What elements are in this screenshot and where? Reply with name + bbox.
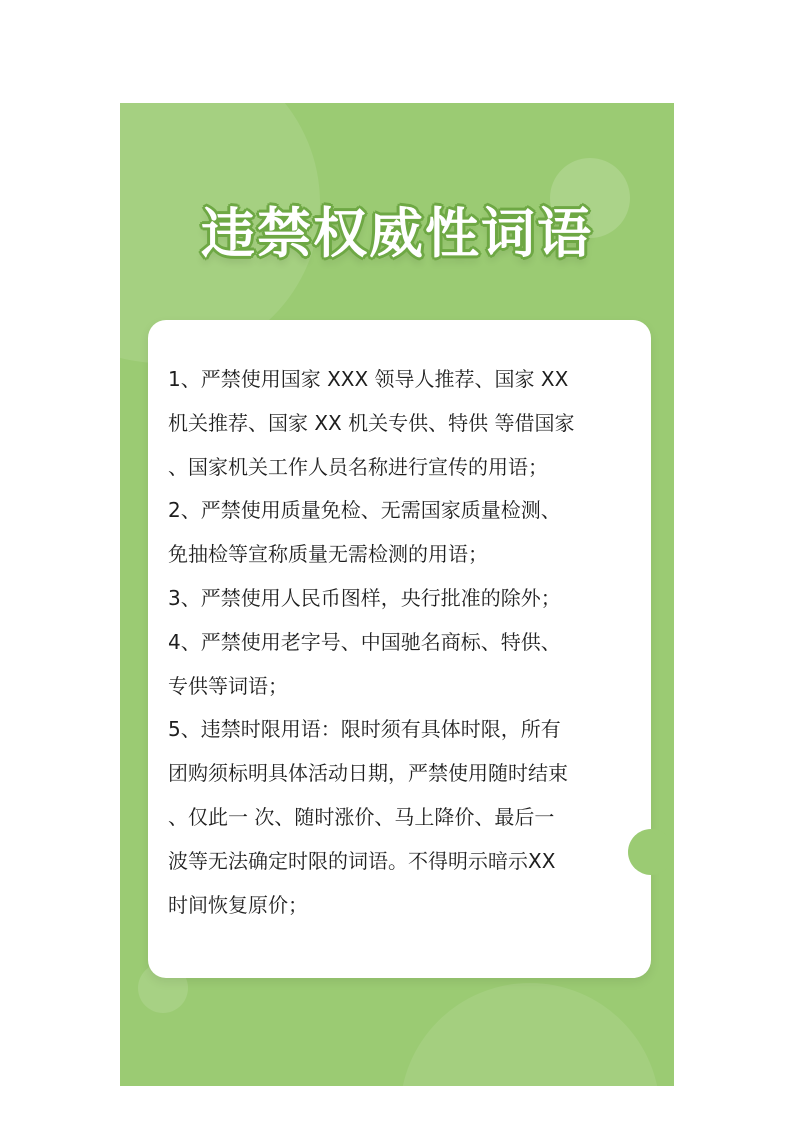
- text-line: 、仅此一 次、随时涨价、马上降价、最后一: [168, 804, 555, 829]
- content-card: [148, 320, 651, 978]
- text-line: 、国家机关工作人员名称进行宣传的用语；: [168, 454, 548, 479]
- poster: [120, 103, 674, 1086]
- text-line: 4、严禁使用老字号、中国驰名商标、特供、: [168, 629, 561, 654]
- text-line: 2、严禁使用质量免检、无需国家质量检测、: [168, 498, 561, 523]
- decorative-notch: [628, 829, 674, 875]
- text-line: 3、严禁使用人民币图样，央行批准的除外；: [168, 585, 561, 610]
- text-line: 5、违禁时限用语：限时须有具体时限，所有: [168, 717, 561, 742]
- text-line: 团购须标明具体活动日期，严禁使用随时结束: [168, 761, 568, 786]
- text-line: 机关推荐、国家 XX 机关专供、特供 等借国家: [168, 410, 575, 435]
- text-line: 1、严禁使用国家 XXX 领导人推荐、国家 XX: [168, 367, 569, 391]
- text-line: 时间恢复原价；: [168, 892, 308, 917]
- text-line: 免抽检等宣称质量无需检测的用语；: [168, 542, 488, 567]
- page-title: 违禁权威性词语: [201, 202, 593, 265]
- decorative-circle: [400, 983, 660, 1086]
- rules-text: [168, 358, 638, 927]
- text-line: 专供等词语；: [168, 673, 288, 698]
- text-line: 波等无法确定时限的词语。不得明示暗示XX: [168, 848, 556, 873]
